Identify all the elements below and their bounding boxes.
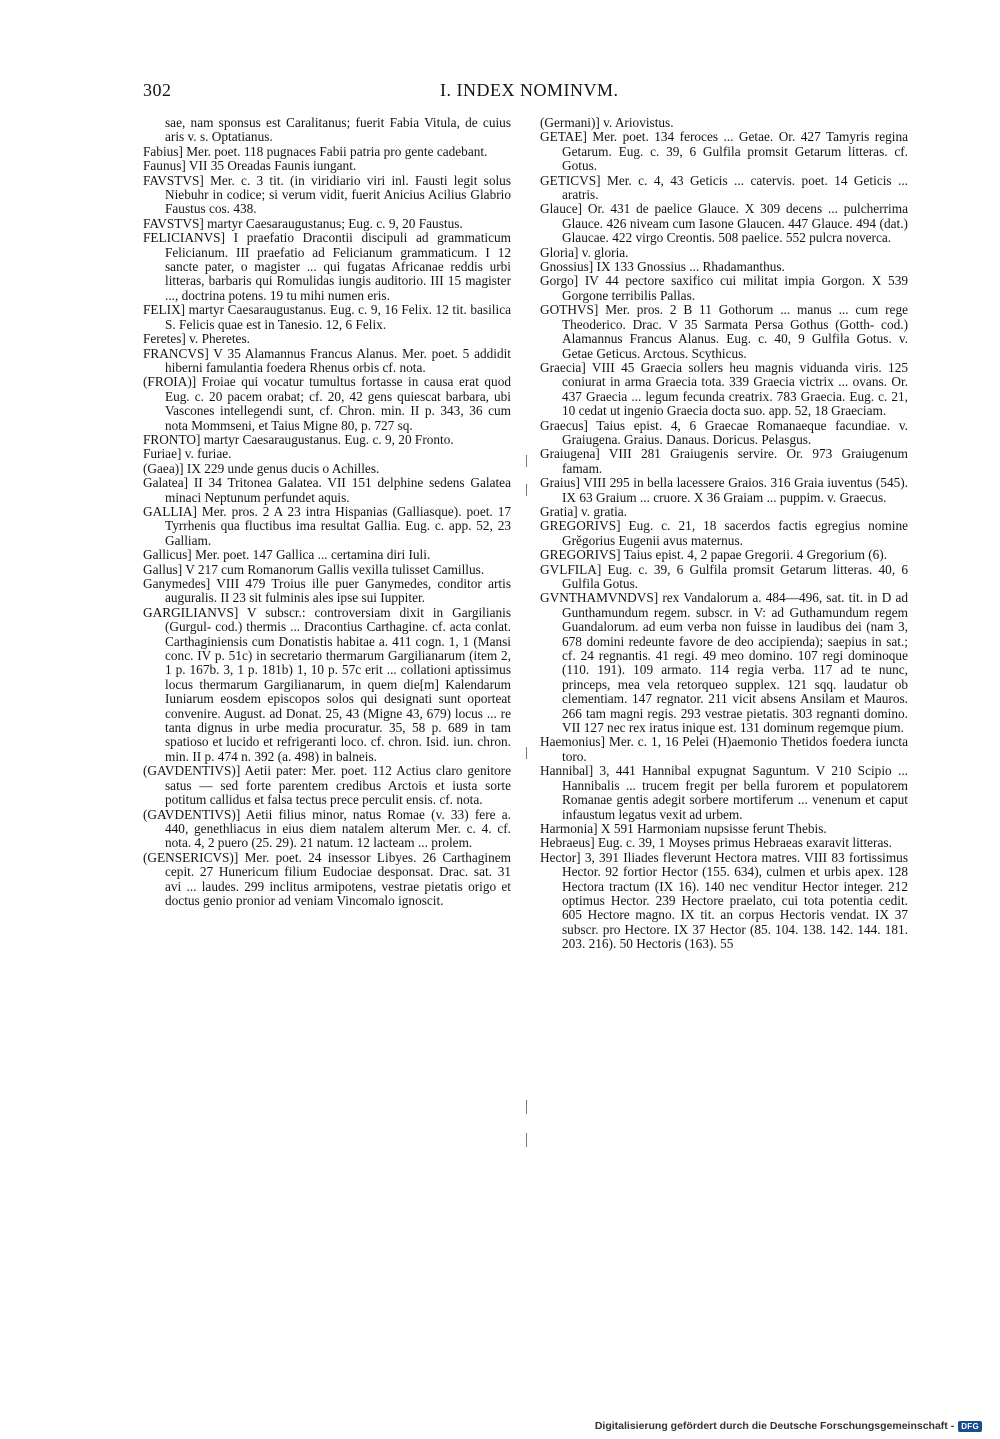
index-entry: (GAVDENTIVS)] Aetii pater: Mer. poet. 112 Actius claro genitore satus — sed forte parentem credibus Arctois et iusta sorte potitum callidus et falsa tectus prece perculit ensis. cf. nota.: [143, 763, 511, 808]
index-entry: GREGORIVS] Eug. c. 21, 18 sacerdos factis egregius nomine Grěgorius Eugenii avus maternus.: [540, 518, 908, 548]
index-entry: Gorgo] IV 44 pectore saxifico cui militat impia Gorgon. X 539 Gorgone terribilis Pallas.: [540, 273, 908, 303]
column-divider: [526, 455, 527, 467]
index-entry: GARGILIANVS] V subscr.: controversiam dixit in Gargilianis (Gurgul- cod.) thermis ... Dracontius Carthagine. cf. acta conlat. Carthaginiensis cum Donatistis habitae a. 411 cogn. 1, 1 (Mansi conc. IV p. 51c) in secretario thermarum Gargilianarum (item 2, 1 p. 167b. 3, 1 p. 181b) 1, 10 p. 57c erit ... collationi aptissimus locus thermarum Gargilianarum, in quem die[m] Kalendarum Iuniarum eosdem episcopos solos qui designati sunt oporteat convenire. August. ad Donat. 25, 43 (Migne 43, 679) locus ... re tanta dignus in urbe media procuratur. 35, 58 p. 689 in tam spatioso et lucido et refrigeranti loco. cf. chron. Isid. iun. chron. min. II p. 474 n. 392 (a. 498) in balneis.: [143, 604, 511, 764]
index-entry: FAVSTVS] Mer. c. 3 tit. (in viridiario viri inl. Fausti legit solus Niebuhr in codice; si verum vidit, fuerit Anicius Acilius Glabrio Faustus cos. 438.: [143, 172, 511, 217]
index-entry: GVNTHAMVNDVS] rex Vandalorum a. 484—496, sat. tit. in D ad Gunthamundum regem. subscr. in V: ad Guthamundum regem Guandalorum. ad eum verba non fuisse in laudibus dei (nam 3, 678 domini redeunte favore de deo accipienda); saepius in sat.; cf. 24 regnantis. 41 regi. 49 meo domino. 107 regi dominoque (110. 191). 109 armato. 114 regia verba. 117 ad te nunc, princeps, mea vela retorqueo supplex. 121 sqq. laudatur ob clementiam. 147 regnator. 211 vicit absens Ansilam et Mauros. 266 tam magni regis. 293 vestrae pietatis. 303 regnanti domino. VII 127 nec rex iratus inique est. 131 dominum regemque pium.: [540, 590, 908, 736]
index-entry: FRANCVS] V 35 Alamannus Francus Alanus. Mer. poet. 5 addidit hiberni famulantia foedera Rhenus orbis cf. nota.: [143, 345, 511, 375]
index-entry: Gallus] V 217 cum Romanorum Gallis vexilla tulisset Camillus.: [143, 561, 485, 577]
index-entry: GETAE] Mer. poet. 134 feroces ... Getae. Or. 427 Tamyris regina Getarum. Eug. c. 39, 6 Gulfila promsit Getarum litteras. cf. Gotus.: [540, 129, 908, 174]
index-entry: Hector] 3, 391 Iliades fleverunt Hectora matres. VIII 83 fortissimus Hector. 92 fortior Hector (155. 634), culmen et urbis apex. 128 Hectora tractum (IX 16). 140 nec venditur Hector integer. 212 optimus Hector. 239 Hectore praelato, cui tota potentia cedit. 605 Hectore magno. IX tit. an corpus Hectoris vendat. IX 37 subscr. pro Hectore. IX 37 Hector (85. 104. 138. 142. 144. 181. 203. 216). 50 Hectoris (163). 55: [540, 849, 908, 952]
index-entry: Gallicus] Mer. poet. 147 Gallica ... certamina diri Iuli.: [143, 547, 431, 563]
index-entry: Galatea] II 34 Tritonea Galatea. VII 151 delphine sedens Galatea minaci Neptunum perfundet aquis.: [143, 475, 511, 505]
index-entry: (FROIA)] Froiae qui vocatur tumultus fortasse in causa erat quod Eug. c. 20 pacem orabat; cf. 20, 42 gens quiescat barbara, ubi Vascones intellegendi sunt, cf. Chron. min. II p. 343, 36 cum nota Mommseni, et Taius Migne 80, p. 727 sq.: [143, 374, 511, 433]
index-entry: Glauce] Or. 431 de paelice Glauce. X 309 decens ... pulcherrima Glauce. 426 niveam cum Iasone Glaucen. 447 Glauce. 494 (dat.) Glaucae. 422 virgo Creontis. 508 paelice. 552 pulcra noverca.: [540, 201, 908, 246]
column-divider: [526, 484, 527, 496]
left-column: [143, 116, 511, 908]
digitization-credit: [595, 1420, 982, 1432]
index-entry: Graecus] Taius epist. 4, 6 Graecae Romanaeque facundiae. v. Graiugena. Graius. Danaus. Doricus. Pelasgus.: [540, 417, 908, 447]
index-entry: (Gaea)] IX 229 unde genus ducis o Achilles.: [143, 460, 380, 476]
credit-text: Digitalisierung gefördert durch die Deutsche Forschungsgemeinschaft -: [594, 1420, 955, 1432]
running-head: I. INDEX NOMINVM.: [440, 80, 619, 100]
index-entry: Ganymedes] VIII 479 Troius ille puer Ganymedes, conditor artis auguralis. II 23 sit fulminis ales ipse sui Iuppiter.: [143, 576, 511, 606]
index-entry: Hebraeus] Eug. c. 39, 1 Moyses primus Hebraeas exaravit litteras.: [540, 835, 892, 851]
index-entry: GOTHVS] Mer. pros. 2 B 11 Gothorum ... manus ... cum rege Theoderico. Drac. V 35 Sarmata Persa Gothus (Gotth- cod.) Alamannus Francus Alanus. Eug. c. 40, 9 Gulfila Gotus. v. Getae Geticus. Arctous. Scythicus.: [540, 302, 908, 361]
index-entry: Graius] VIII 295 in bella lacessere Graios. 316 Graia iuventus (545). IX 63 Graium ... cruore. X 36 Graiam ... puppim. v. Graecus.: [540, 475, 908, 505]
index-entry: (GENSERICVS)] Mer. poet. 24 insessor Libyes. 26 Carthaginem cepit. 27 Hunericum filium Eudociae desponsat. Drac. sat. 31 avi ... laudes. 299 inclitus armipotens, vestrae pietatis origo et doctus genio pronior ad veniam Vincomalo ignoscit.: [143, 849, 511, 908]
index-entry: GALLIA] Mer. pros. 2 A 23 intra Hispanias (Galliasque). poet. 17 Tyrrhenis qua fluctibus ima resultat Gallia. Eug. c. app. 52, 23 Galliam.: [143, 503, 511, 548]
index-entry: GETICVS] Mer. c. 4, 43 Geticis ... catervis. poet. 14 Geticis ... aratris.: [540, 172, 908, 203]
index-entry: (Germani)] v. Ariovistus.: [540, 115, 674, 130]
index-entry: Hannibal] 3, 441 Hannibal expugnat Saguntum. V 210 Scipio ... Hannibalis ... trucem fregit per bella furorem et populatorem Romanae gentis adegit sorbere mortiferum ... venenum et caput infaustum legatus vexit ad urbem.: [540, 763, 908, 822]
index-entry: Graiugena] VIII 281 Graiugenis servire. Or. 973 Graiugenum famam.: [540, 446, 908, 476]
index-entry: sae, nam sponsus est Caralitanus; fuerit Fabia Vitula, de cuius aris v. s. Optatianus.: [165, 115, 511, 145]
column-divider: [526, 1100, 527, 1114]
index-entry: (GAVDENTIVS)] Aetii filius minor, natus Romae (v. 33) fere a. 440, genethliacus in eius diem natalem alterum Mer. c. 4. cf. nota. 4, 2 puero (25. 29). 21 natum. 12 lacteam ... prolem.: [143, 806, 511, 851]
index-entry: Faunus] VII 35 Oreadas Faunis iungant.: [143, 158, 357, 174]
index-entry: Feretes] v. Pheretes.: [143, 331, 250, 347]
dfg-logo: DFG: [958, 1421, 982, 1432]
index-entry: Gnossius] IX 133 Gnossius ... Rhadamanthus.: [540, 259, 785, 275]
index-entry: GVLFILA] Eug. c. 39, 6 Gulfila promsit Getarum litteras. 40, 6 Gulfila Gotus.: [540, 561, 908, 591]
index-entry: FRONTO] martyr Caesaraugustanus. Eug. c. 9, 20 Fronto.: [143, 431, 454, 447]
column-divider: [526, 747, 527, 759]
index-entry: Harmonia] X 591 Harmoniam nupsisse ferunt Thebis.: [540, 820, 827, 836]
index-entry: Graecia] VIII 45 Graecia sollers heu magnis viduanda viris. 125 coniurat in arma Graecia tota. 339 Graecia victrix ... ovans. Or. 437 Graecia ... legum fecunda creatrix. 783 Graecia. Eug. c. 21, 10 cedat ut ingenio Graecia docta suo. app. 52, 18 Graeciam.: [540, 359, 908, 419]
index-entry: Fabius] Mer. poet. 118 pugnaces Fabii patria pro gente cadebant.: [143, 143, 488, 159]
column-divider: [526, 1133, 527, 1147]
index-entry: Haemonius] Mer. c. 1, 16 Pelei (H)aemonio Thetidos foedera iuncta toro.: [540, 734, 908, 764]
index-entry: Furiae] v. furiae.: [143, 446, 232, 462]
index-entry: FAVSTVS] martyr Caesaraugustanus; Eug. c. 9, 20 Faustus.: [143, 215, 463, 231]
index-entry: FELIX] martyr Caesaraugustanus. Eug. c. 9, 16 Felix. 12 tit. basilica S. Felicis quae est in Tanesio. 12, 6 Felix.: [143, 302, 511, 332]
index-entry: Gloria] v. gloria.: [540, 244, 629, 260]
index-entry: FELICIANVS] I praefatio Dracontii discipuli ad grammaticum Felicianum. III praefatio ad Felicianum grammaticum. I 12 sancte pater, o magister ... qui fugatas Africanae reddis urbi litteras, barbaris qui Romulidas iungis auditorio. III 15 magister ..., doctrina potens. 19 tu mihi numen eris.: [143, 230, 511, 303]
index-entry: GREGORIVS] Taius epist. 4, 2 papae Gregorii. 4 Gregorium (6).: [540, 547, 888, 563]
right-column: [540, 116, 908, 952]
index-entry: Gratia] v. gratia.: [540, 503, 628, 519]
page-number: 302: [143, 80, 172, 100]
